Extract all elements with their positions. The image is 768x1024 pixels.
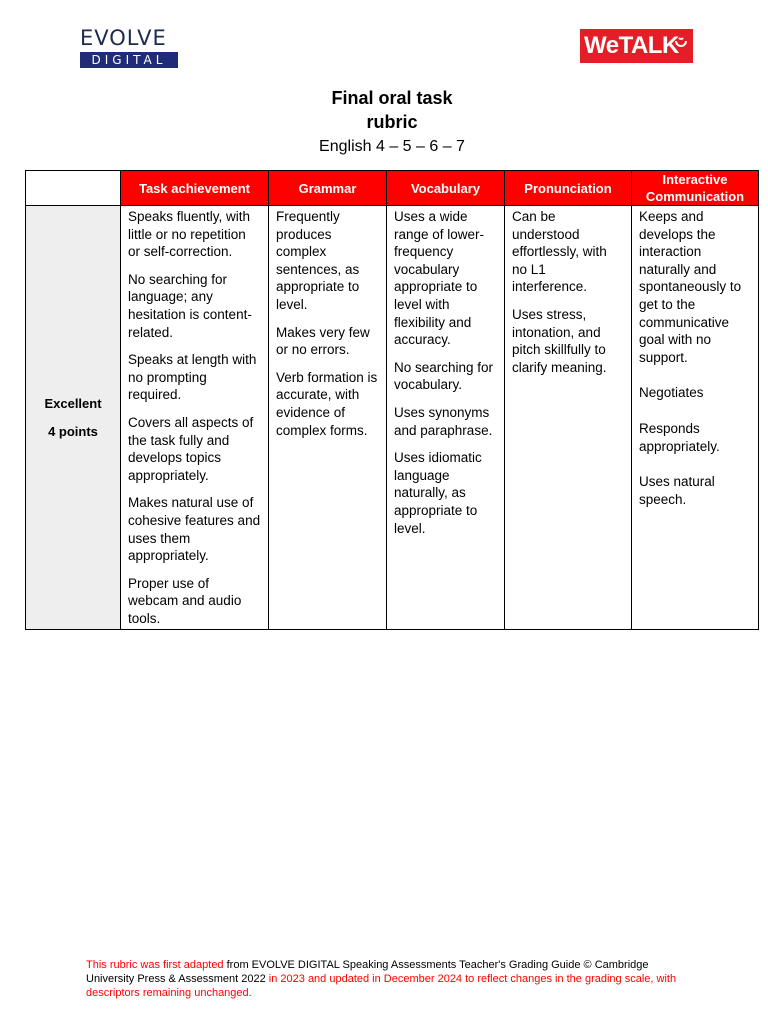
evolve-digital-logo <box>80 26 180 68</box>
pronunciation-cell <box>505 206 632 630</box>
header-interactive-communication: Interactive Communication <box>632 171 759 206</box>
subtitle: English 4 – 5 – 6 – 7 <box>319 138 465 155</box>
title-line-1: Final oral task <box>331 88 453 108</box>
descriptor: Frequently produces complex sentences, as appropriate to level. <box>276 209 360 312</box>
digital-logo-text: DIGITAL <box>80 52 178 68</box>
header-row <box>26 171 759 206</box>
level-label: Excellent <box>44 395 102 411</box>
header-pronunciation: Pronunciation <box>505 171 632 206</box>
descriptor: Can be understood effortlessly, with no L1 interference. <box>512 209 607 295</box>
header-vocabulary: Vocabulary <box>387 171 505 206</box>
descriptor: Negotiates <box>639 385 704 401</box>
descriptor: Proper use of webcam and audio tools. <box>128 575 242 626</box>
footer-part-1: This rubric was first adapted <box>86 959 224 971</box>
interactive-communication-cell <box>632 206 759 630</box>
descriptor: Uses stress, intonation, and pitch skillfully to clarify meaning. <box>512 306 607 375</box>
descriptor: Uses idiomatic language naturally, as appropriate to level. <box>394 450 482 536</box>
footer-attribution <box>86 958 686 1000</box>
descriptor: Makes very few or no errors. <box>276 324 370 358</box>
title-line-2: rubric <box>366 112 418 132</box>
level-cell <box>26 206 121 630</box>
descriptor: Makes natural use of cohesive features and uses them appropriately. <box>128 495 261 564</box>
descriptor: Responds appropriately. <box>639 420 720 454</box>
wetalk-logo <box>580 29 693 63</box>
descriptor: Uses synonyms and paraphrase. <box>394 404 493 438</box>
vocabulary-cell <box>387 206 505 630</box>
evolve-logo-text: EVOLVE <box>80 26 167 50</box>
descriptor: Verb formation is accurate, with evidence of complex forms. <box>276 369 378 438</box>
footer-part-3: in 2023 and updated in December 2024 to reflect changes in the grading scale, with descriptors remaining unchanged. <box>86 973 677 999</box>
descriptor: No searching for language; any hesitation is content-related. <box>128 271 252 340</box>
descriptor: Covers all aspects of the task fully and develops topics appropriately. <box>128 414 254 483</box>
wetalk-swirl-icon <box>674 34 688 48</box>
table-row <box>26 206 759 630</box>
wetalk-logo-text: WeTALK <box>584 32 679 59</box>
header-blank <box>26 171 121 206</box>
descriptor: Speaks at length with no prompting required. <box>128 352 257 403</box>
header-task-achievement: Task achievement <box>121 171 269 206</box>
descriptor: Uses natural speech. <box>639 474 715 507</box>
grammar-cell <box>269 206 387 630</box>
task-achievement-cell <box>121 206 269 630</box>
descriptor: No searching for vocabulary. <box>394 359 494 393</box>
footer-part-2: from EVOLVE DIGITAL Speaking Assessments Teacher's Grading Guide © Cambridge University Press & Assessment 2022 <box>86 959 649 985</box>
descriptor: Uses a wide range of lower-frequency vocabulary appropriate to level with flexibility and accuracy. <box>394 209 485 348</box>
level-points: 4 points <box>48 423 98 439</box>
rubric-table <box>25 170 759 630</box>
descriptor: Speaks fluently, with little or no repetition or self-correction. <box>128 209 251 260</box>
header-grammar: Grammar <box>269 171 387 206</box>
document-title <box>0 86 768 160</box>
descriptor: Keeps and develops the interaction naturally and spontaneously to get to the communicative goal with no support. <box>639 209 742 365</box>
